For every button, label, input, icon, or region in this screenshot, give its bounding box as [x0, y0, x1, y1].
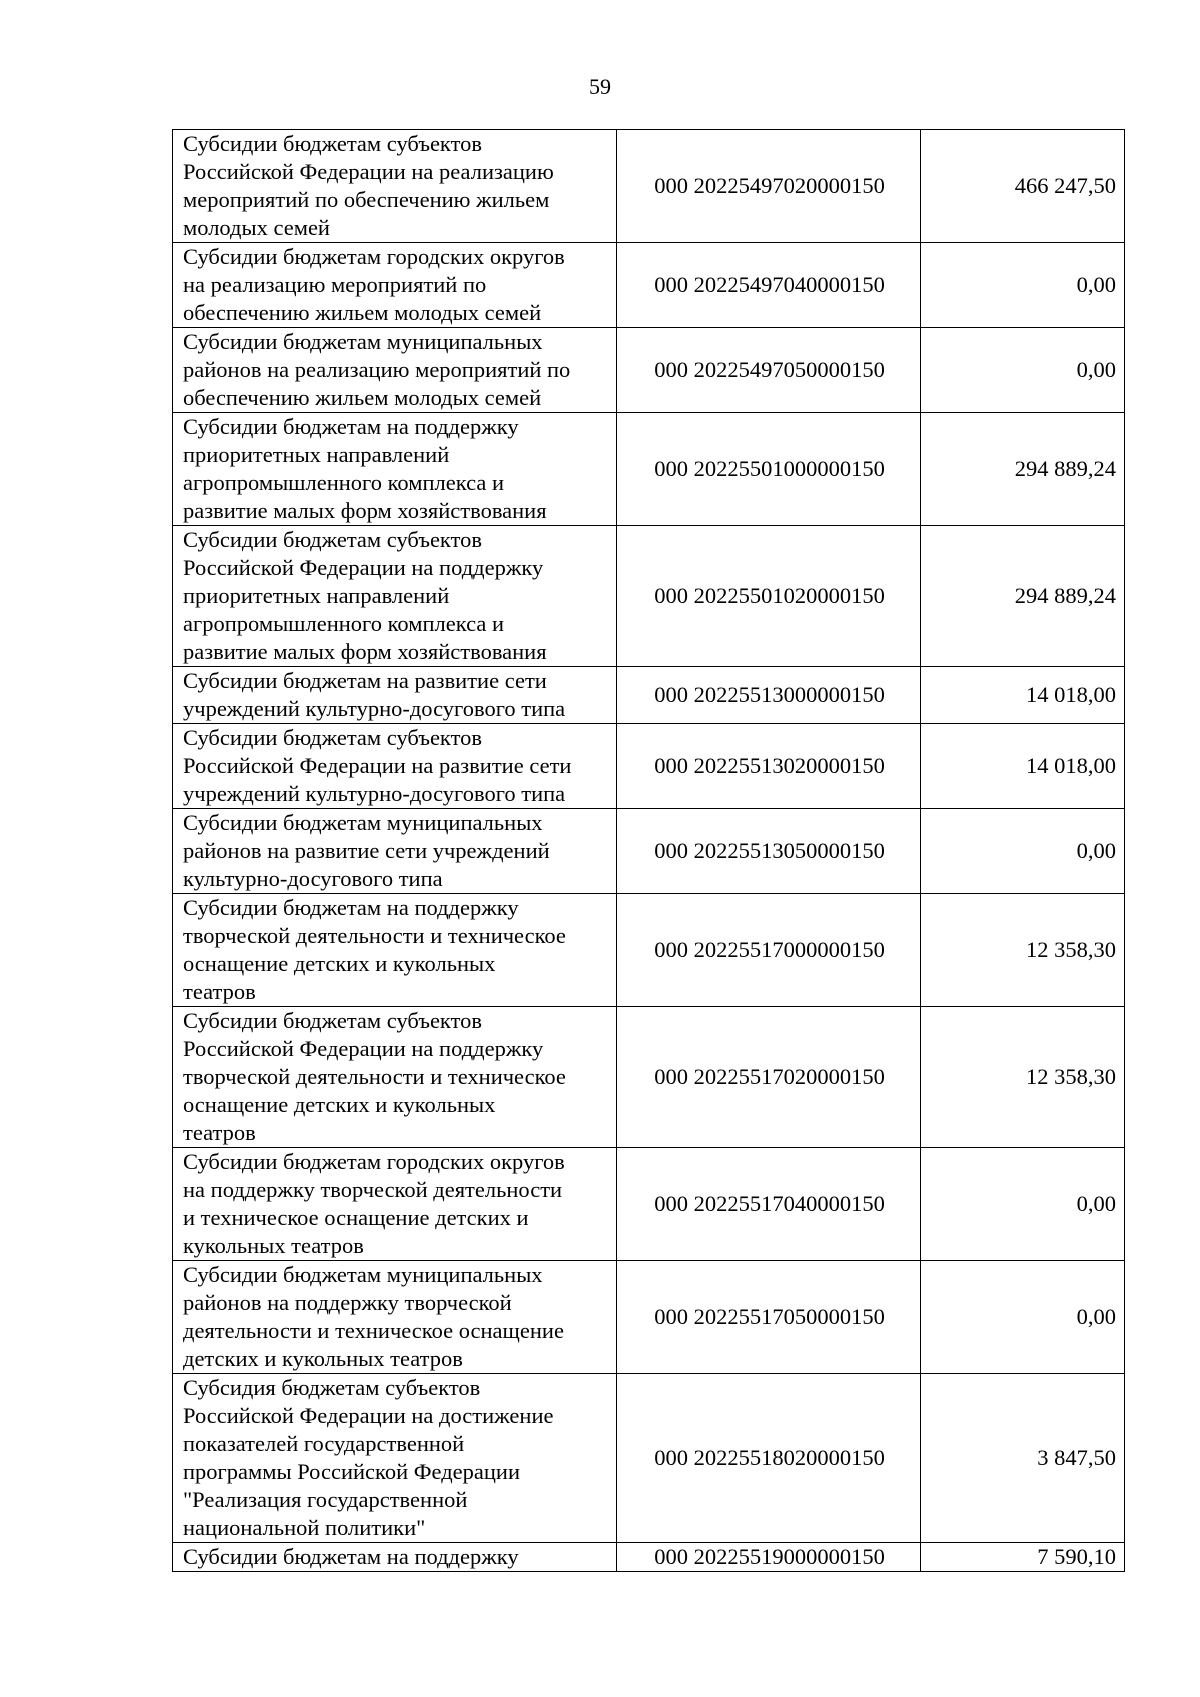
description-line: творческой деятельности и техническое: [183, 923, 566, 948]
row-description: [173, 130, 617, 243]
row-description: [173, 328, 617, 413]
row-budget-code: 000 20225517050000150: [617, 1261, 921, 1374]
description-line: Субсидии бюджетам субъектов: [183, 725, 482, 750]
description-line: показателей государственной: [183, 1431, 465, 1456]
table-row: [173, 1261, 1125, 1374]
row-budget-code: 000 20225513000000150: [617, 667, 921, 724]
row-amount: 0,00: [921, 1261, 1125, 1374]
description-line: Субсидии бюджетам субъектов: [183, 1008, 482, 1033]
description-line: театров: [183, 979, 256, 1004]
description-line: районов на реализацию мероприятий по: [183, 357, 571, 382]
description-line: приоритетных направлений: [183, 442, 450, 467]
row-description: [173, 1374, 617, 1543]
table-row: [173, 1148, 1125, 1261]
description-line: Субсидии бюджетам субъектов: [183, 527, 482, 552]
description-line: учреждений культурно-досугового типа: [183, 696, 566, 721]
row-description: [173, 809, 617, 894]
description-line: учреждений культурно-досугового типа: [183, 781, 566, 806]
description-line: кукольных театров: [183, 1233, 364, 1258]
budget-table-body: [173, 130, 1125, 1572]
row-description: [173, 526, 617, 667]
description-line: деятельности и техническое оснащение: [183, 1318, 564, 1343]
row-description: [173, 1007, 617, 1148]
row-amount: 3 847,50: [921, 1374, 1125, 1543]
row-amount: 294 889,24: [921, 413, 1125, 526]
description-line: Субсидии бюджетам субъектов: [183, 131, 482, 156]
description-line: районов на поддержку творческой: [183, 1290, 512, 1315]
description-line: районов на развитие сети учреждений: [183, 838, 550, 863]
description-line: "Реализация государственной: [183, 1487, 468, 1512]
table-row: [173, 328, 1125, 413]
row-budget-code: 000 20225518020000150: [617, 1374, 921, 1543]
description-line: оснащение детских и кукольных: [183, 951, 496, 976]
description-line: и техническое оснащение детских и: [183, 1205, 529, 1230]
description-line: Субсидии бюджетам на поддержку: [183, 414, 519, 439]
description-line: Субсидии бюджетам муниципальных: [183, 1262, 543, 1287]
table-row: [173, 413, 1125, 526]
table-row: [173, 526, 1125, 667]
row-description: [173, 413, 617, 526]
description-line: агропромышленного комплекса и: [183, 611, 504, 636]
row-budget-code: 000 20225501000000150: [617, 413, 921, 526]
description-line: Субсидия бюджетам субъектов: [183, 1375, 481, 1400]
row-amount: 466 247,50: [921, 130, 1125, 243]
description-line: национальной политики": [183, 1515, 426, 1540]
budget-table: [172, 129, 1125, 1572]
row-budget-code: 000 20225513020000150: [617, 724, 921, 809]
description-line: приоритетных направлений: [183, 583, 450, 608]
row-description: [173, 1261, 617, 1374]
description-line: Субсидии бюджетам городских округов: [183, 1149, 565, 1174]
page-number: 59: [589, 74, 611, 99]
row-description: [173, 1148, 617, 1261]
description-line: Субсидии бюджетам муниципальных: [183, 329, 543, 354]
row-budget-code: 000 20225501020000150: [617, 526, 921, 667]
description-line: Субсидии бюджетам на развитие сети: [183, 668, 547, 693]
table-row: [173, 724, 1125, 809]
description-line: культурно-досугового типа: [183, 866, 443, 891]
description-line: мероприятий по обеспечению жильем: [183, 187, 550, 212]
table-row: [173, 894, 1125, 1007]
row-amount: 14 018,00: [921, 724, 1125, 809]
table-row: [173, 1543, 1125, 1572]
description-line: программы Российской Федерации: [183, 1459, 520, 1484]
description-line: театров: [183, 1120, 256, 1145]
row-amount: 14 018,00: [921, 667, 1125, 724]
row-description: [173, 667, 617, 724]
row-amount: 12 358,30: [921, 894, 1125, 1007]
table-row: [173, 243, 1125, 328]
description-line: молодых семей: [183, 215, 330, 240]
description-line: Субсидии бюджетам на поддержку: [183, 895, 519, 920]
description-line: Субсидии бюджетам городских округов: [183, 244, 565, 269]
row-budget-code: 000 20225517000000150: [617, 894, 921, 1007]
description-line: детских и кукольных театров: [183, 1346, 463, 1371]
description-line: Российской Федерации на поддержку: [183, 555, 544, 580]
row-amount: 0,00: [921, 809, 1125, 894]
row-budget-code: 000 20225497020000150: [617, 130, 921, 243]
row-budget-code: 000 20225497040000150: [617, 243, 921, 328]
row-amount: 0,00: [921, 243, 1125, 328]
description-line: Субсидии бюджетам на поддержку: [183, 1544, 519, 1569]
row-description: [173, 894, 617, 1007]
row-budget-code: 000 20225513050000150: [617, 809, 921, 894]
row-amount: 294 889,24: [921, 526, 1125, 667]
row-budget-code: 000 20225519000000150: [617, 1543, 921, 1572]
description-line: Субсидии бюджетам муниципальных: [183, 810, 543, 835]
description-line: творческой деятельности и техническое: [183, 1064, 566, 1089]
description-line: Российской Федерации на развитие сети: [183, 753, 572, 778]
table-row: [173, 1007, 1125, 1148]
table-row: [173, 130, 1125, 243]
description-line: агропромышленного комплекса и: [183, 470, 504, 495]
row-amount: 12 358,30: [921, 1007, 1125, 1148]
description-line: Российской Федерации на поддержку: [183, 1036, 544, 1061]
description-line: обеспечению жильем молодых семей: [183, 385, 542, 410]
row-budget-code: 000 20225517020000150: [617, 1007, 921, 1148]
description-line: Российской Федерации на достижение: [183, 1403, 554, 1428]
description-line: на реализацию мероприятий по: [183, 272, 487, 297]
description-line: развитие малых форм хозяйствования: [183, 498, 547, 523]
row-amount: 0,00: [921, 1148, 1125, 1261]
row-amount: 0,00: [921, 328, 1125, 413]
row-description: [173, 243, 617, 328]
description-line: обеспечению жильем молодых семей: [183, 300, 542, 325]
table-row: [173, 667, 1125, 724]
description-line: Российской Федерации на реализацию: [183, 159, 554, 184]
row-budget-code: 000 20225497050000150: [617, 328, 921, 413]
description-line: на поддержку творческой деятельности: [183, 1177, 563, 1202]
row-budget-code: 000 20225517040000150: [617, 1148, 921, 1261]
row-description: [173, 1543, 617, 1572]
row-amount: 7 590,10: [921, 1543, 1125, 1572]
description-line: развитие малых форм хозяйствования: [183, 639, 547, 664]
table-row: [173, 809, 1125, 894]
table-row: [173, 1374, 1125, 1543]
description-line: оснащение детских и кукольных: [183, 1092, 496, 1117]
row-description: [173, 724, 617, 809]
